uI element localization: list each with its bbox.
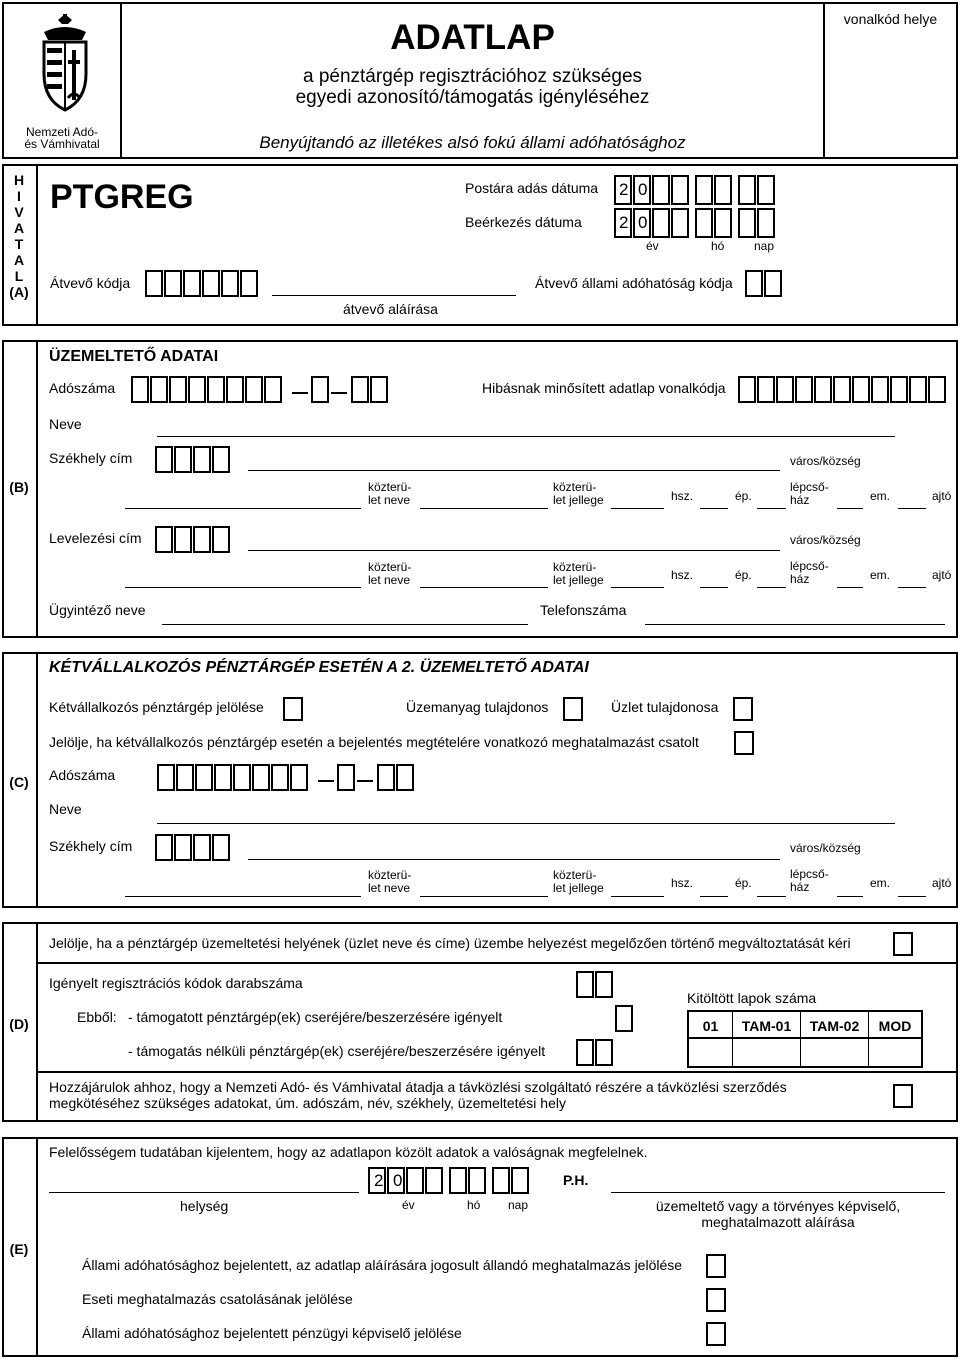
header-logo-box	[2, 2, 122, 159]
mailing-staircase-label: lépcső- ház	[790, 559, 829, 586]
second-name-line[interactable]	[157, 823, 895, 824]
seat-zip-cells[interactable]	[155, 446, 231, 473]
posted-date-label: Postára adás dátuma	[465, 180, 599, 196]
operator-tax-label: Adószáma	[49, 380, 116, 396]
office-side-label: H I V A T A L (A)	[9, 172, 29, 300]
phone-line[interactable]	[645, 624, 945, 625]
receiver-authority-label: Átvevő állami adóhatóság kódja	[535, 275, 733, 291]
page-mod[interactable]: MOD	[878, 1018, 912, 1034]
operator-tax-dash-2	[331, 392, 347, 394]
second-operator-side-label: (C)	[9, 774, 29, 790]
receiver-code-label: Átvevő kódja	[50, 275, 131, 291]
office-divider	[36, 164, 38, 326]
operator-divider	[36, 340, 38, 638]
signature-label-1: üzemeltető vagy a törvényes képviselő,	[655, 1198, 901, 1214]
fuel-owner-label: Üzemanyag tulajdonos	[406, 699, 549, 715]
form-subtitle-2: egyedi azonosító/támogatás igényléséhez	[295, 87, 650, 108]
second-staircase-label: lépcső- ház	[790, 867, 829, 894]
seat-street-name-line[interactable]	[420, 508, 548, 509]
shop-owner-label: Üzlet tulajdonosa	[611, 699, 719, 715]
fuel-owner-checkbox[interactable]	[563, 697, 583, 721]
second-tax-dash-2	[357, 780, 373, 782]
invalid-barcode-cells[interactable]	[738, 376, 947, 403]
receiver-signature-label: átvevő aláírása	[343, 301, 438, 317]
form-title: ADATLAP	[390, 18, 555, 57]
second-seat-label: Székhely cím	[49, 838, 133, 854]
submission-instruction: Benyújtandó az illetékes alsó fokú állami adóhatósághoz	[259, 133, 686, 152]
mailing-street-name-label: közterü- let neve	[368, 560, 412, 587]
requests-divider	[36, 922, 38, 1122]
seat-city-label: város/község	[790, 454, 861, 468]
barcode-label: vonalkód helye	[843, 11, 938, 27]
signing-year-label: év	[402, 1198, 415, 1212]
occasional-authorization-label: Eseti meghatalmazás csatolásának jelölése	[82, 1291, 353, 1307]
of-which-label: Ebből:	[77, 1009, 117, 1025]
requests-row-divider-2	[36, 1071, 958, 1073]
second-floor-label: em.	[870, 876, 891, 890]
seat-street-type-line[interactable]	[611, 508, 664, 509]
requested-count-cells[interactable]	[576, 971, 614, 998]
declaration-text: Felelősségem tudatában kijelentem, hogy az adatlapon közölt adatok a valóságnak megfelelnek.	[49, 1144, 648, 1160]
page-tam-02[interactable]: TAM-02	[801, 1012, 869, 1066]
mailing-building-label: ép.	[735, 568, 752, 582]
consent-label-1: Hozzájárulok ahhoz, hogy a Nemzeti Adó- és Vámhivatal átadja a távközlési szolgáltató részére a távközlési szerződés	[49, 1079, 787, 1095]
second-staircase-line[interactable]	[837, 896, 863, 897]
location-change-label: Jelölje, ha a pénztárgép üzemeltetési helyének (üzlet neve és címe) üzembe helyezést megelőzően történő megváltoztatását kéri	[49, 935, 851, 951]
filled-pages-label: Kitöltött lapok száma	[687, 990, 817, 1006]
mailing-door-label: ajtó	[932, 568, 952, 582]
seat-address-label: Székhely cím	[49, 450, 133, 466]
second-tax-label: Adószáma	[49, 767, 116, 783]
second-street-name-label: közterü- let neve	[368, 868, 412, 895]
agency-name-2: és Vámhivatal	[24, 137, 100, 151]
unsupported-count-cells[interactable]	[576, 1039, 614, 1066]
second-tax-cells[interactable]	[157, 764, 309, 791]
header-title-box	[120, 2, 825, 159]
requested-count-label: Igényelt regisztrációs kódok darabszáma	[49, 975, 303, 991]
mailing-street-type-label: közterü- let jellege	[553, 560, 604, 587]
seat-door-label: ajtó	[932, 489, 952, 503]
second-house-line[interactable]	[700, 896, 728, 897]
second-zip-cells[interactable]	[155, 834, 231, 861]
seat-street-name-label: közterü- let neve	[368, 480, 412, 507]
declaration-side-label: (E)	[9, 1241, 29, 1257]
seat-house-label: hsz.	[671, 489, 694, 503]
supported-count-cells[interactable]	[615, 1005, 634, 1032]
operator-name-line[interactable]	[157, 436, 895, 437]
mailing-staircase-line[interactable]	[837, 587, 863, 588]
seat-house-line[interactable]	[700, 508, 728, 509]
mailing-building-line[interactable]	[757, 587, 786, 588]
barcode-area	[823, 2, 958, 159]
signature-label-2: meghatalmazott aláírása	[701, 1214, 855, 1230]
consent-checkbox[interactable]	[893, 1084, 913, 1108]
month-label: hó	[711, 239, 725, 253]
permanent-authorization-label: Állami adóhatósághoz bejelentett, az adatlap aláírására jogosult állandó meghatalmazás jelölése	[82, 1257, 683, 1273]
seat-floor-line[interactable]	[898, 508, 926, 509]
seat-street-line[interactable]	[125, 508, 361, 509]
invalid-barcode-label: Hibásnak minősített adatlap vonalkódja	[482, 380, 726, 396]
requests-row-divider	[36, 962, 958, 964]
mailing-floor-line[interactable]	[898, 587, 926, 588]
mailing-house-line[interactable]	[700, 587, 728, 588]
financial-rep-checkbox[interactable]	[706, 1322, 726, 1346]
year-label: év	[646, 239, 659, 253]
operator-tax-cells-2[interactable]	[311, 376, 330, 403]
receiver-code-cells[interactable]	[145, 270, 259, 297]
second-tax-cells-2[interactable]	[337, 764, 356, 791]
shop-owner-checkbox[interactable]	[733, 697, 753, 721]
seat-staircase-label: lépcső- ház	[790, 480, 829, 507]
mailing-street-type-line[interactable]	[611, 587, 664, 588]
received-date-label: Beérkezés dátuma	[465, 214, 582, 230]
second-street-line[interactable]	[125, 896, 361, 897]
phone-label: Telefonszáma	[540, 602, 627, 618]
second-street-name-line[interactable]	[420, 896, 548, 897]
receiver-signature-line[interactable]	[272, 295, 516, 296]
signing-year-0: 0	[393, 1171, 403, 1190]
posted-year-2: 2	[619, 180, 629, 199]
authorization-attached-label: Jelölje, ha kétvállalkozós pénztárgép esetén a bejelentés megtételére vonatkozó meghatalmazást csatolt	[49, 734, 699, 750]
page-tam-01[interactable]: TAM-01	[733, 1012, 801, 1066]
signing-month-label: hó	[467, 1198, 481, 1212]
second-operator-divider	[36, 652, 38, 908]
second-door-label: ajtó	[932, 876, 952, 890]
seat-building-line[interactable]	[757, 508, 786, 509]
mailing-address-label: Levelezési cím	[49, 530, 142, 546]
second-name-label: Neve	[49, 801, 82, 817]
mailing-street-line[interactable]	[125, 587, 361, 588]
mailing-city-line[interactable]	[248, 550, 780, 551]
form-subtitle-1: a pénztárgép regisztrációhoz szükséges	[302, 66, 643, 87]
second-street-type-label: közterü- let jellege	[553, 868, 604, 895]
operator-heading: ÜZEMELTETŐ ADATAI	[49, 348, 219, 365]
coat-of-arms-icon	[38, 14, 92, 120]
signing-day-label: nap	[508, 1198, 529, 1212]
second-building-line[interactable]	[757, 896, 786, 897]
operator-tax-cells[interactable]	[131, 376, 283, 403]
operator-name-label: Neve	[49, 416, 82, 432]
contact-name-line[interactable]	[162, 624, 528, 625]
second-operator-heading: KÉTVÁLLALKOZÓS PÉNZTÁRGÉP ESETÉN A 2. ÜZEMELTETŐ ADATAI	[49, 659, 589, 676]
dual-marker-checkbox[interactable]	[283, 697, 303, 721]
mailing-street-name-line[interactable]	[420, 587, 548, 588]
second-house-label: hsz.	[671, 876, 694, 890]
dual-marker-label: Kétvállalkozós pénztárgép jelölése	[49, 699, 264, 715]
second-tax-cells-3[interactable]	[377, 764, 415, 791]
operator-tax-dash-1	[292, 392, 308, 394]
received-year-2: 2	[619, 213, 629, 232]
filled-pages-table	[687, 1010, 923, 1068]
requests-side-label: (D)	[9, 1016, 29, 1032]
ph-label: P.H.	[563, 1172, 589, 1188]
second-city-label: város/község	[790, 841, 861, 855]
authorization-attached-checkbox[interactable]	[734, 731, 754, 755]
day-label: nap	[754, 239, 775, 253]
seat-city-line[interactable]	[248, 470, 780, 471]
financial-rep-label: Állami adóhatósághoz bejelentett pénzügyi képviselő jelölése	[82, 1325, 462, 1341]
page-01[interactable]: 01	[689, 1012, 733, 1066]
mailing-city-label: város/község	[790, 533, 861, 547]
second-floor-line[interactable]	[898, 896, 926, 897]
operator-tax-cells-3[interactable]	[351, 376, 389, 403]
declaration-divider	[36, 1137, 38, 1357]
second-tax-dash-1	[318, 780, 334, 782]
receiver-authority-cells[interactable]	[745, 270, 783, 297]
contact-name-label: Ügyintéző neve	[49, 602, 146, 618]
place-line[interactable]	[49, 1192, 359, 1193]
unsupported-label: - támogatás nélküli pénztárgép(ek) cseréjére/beszerzésére igényelt	[128, 1043, 546, 1059]
agency-name-1: Nemzeti Adó-	[25, 125, 99, 139]
second-building-label: ép.	[735, 876, 752, 890]
filled-pages-table-mid	[687, 1037, 923, 1039]
received-year-0: 0	[638, 213, 648, 232]
operator-side-label: (B)	[9, 479, 29, 495]
location-change-checkbox[interactable]	[893, 932, 913, 956]
permanent-authorization-checkbox[interactable]	[706, 1254, 726, 1278]
second-street-type-line[interactable]	[611, 896, 664, 897]
second-city-line[interactable]	[248, 859, 780, 860]
seat-building-label: ép.	[735, 489, 752, 503]
supported-label: - támogatott pénztárgép(ek) cseréjére/beszerzésére igényelt	[128, 1009, 503, 1025]
office-code: PTGREG	[50, 178, 194, 216]
mailing-house-label: hsz.	[671, 568, 694, 582]
place-label: helység	[180, 1198, 229, 1214]
seat-floor-label: em.	[870, 489, 891, 503]
signing-year-2: 2	[374, 1171, 384, 1190]
occasional-authorization-checkbox[interactable]	[706, 1288, 726, 1312]
consent-label-2: megkötéséhez szükséges adatokat, úm. adószám, név, székhely, üzemeltetési hely	[49, 1095, 566, 1111]
mailing-zip-cells[interactable]	[155, 526, 231, 553]
seat-staircase-line[interactable]	[837, 508, 863, 509]
posted-year-0: 0	[638, 180, 648, 199]
seat-street-type-label: közterü- let jellege	[553, 480, 604, 507]
mailing-floor-label: em.	[870, 568, 891, 582]
signature-line[interactable]	[611, 1192, 945, 1193]
